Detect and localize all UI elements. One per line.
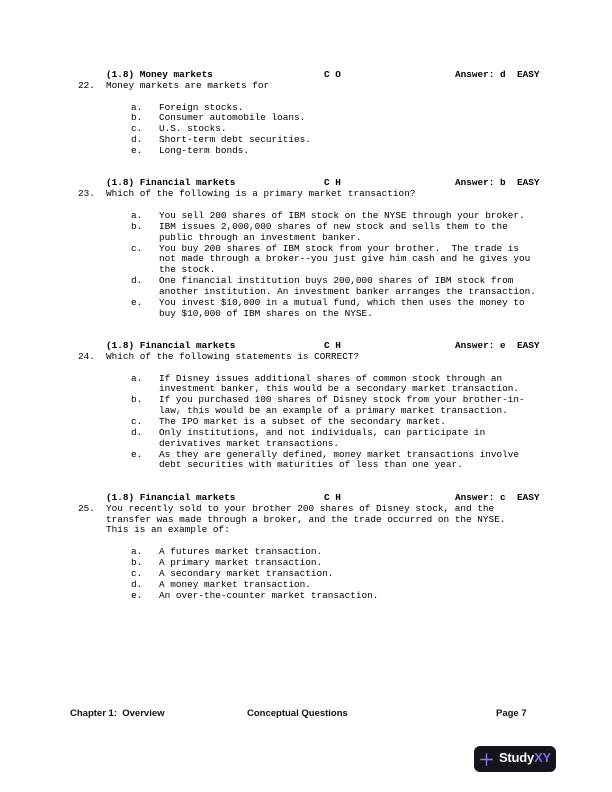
question-block-24 (0, 341, 612, 471)
choice-letter: d. (131, 134, 143, 146)
question-answer: Answer: b (455, 177, 506, 189)
difficulty-badge: EASY (517, 491, 540, 503)
choice-text: Foreign stocks. (159, 101, 244, 113)
choice-text: Short-term debt securities. (159, 134, 311, 146)
choice-letter: c. (131, 567, 143, 579)
choice-letter: e. (131, 589, 143, 601)
question-topic: (1.8) Financial markets (106, 340, 236, 352)
question-code: C O (324, 69, 341, 80)
choice-row (0, 135, 612, 146)
question-code: C H (324, 177, 341, 189)
choice-letter: a. (131, 209, 143, 221)
choice-row (0, 276, 612, 298)
choice-letter: a. (131, 101, 143, 113)
choice-text: You buy 200 shares of IBM stock from your brother. The trade is not made through a broker--you just give him cash and he gives you the stock. (159, 242, 531, 276)
choice-letter: d. (131, 578, 143, 590)
question-topic: (1.8) Money markets (106, 69, 213, 80)
question-stem: Which of the following statements is CORRECT? (106, 350, 360, 362)
choice-letter: b. (131, 112, 143, 124)
choice-letter: c. (131, 123, 143, 135)
choice-text: Consumer automobile loans. (159, 112, 306, 124)
question-topic: (1.8) Financial markets (106, 177, 236, 189)
choice-row (0, 374, 612, 396)
choice-row (0, 298, 612, 320)
question-answer: Answer: c (455, 491, 506, 503)
question-number: 22. (78, 79, 95, 91)
choice-text: The IPO market is a subset of the secondary market. (159, 416, 446, 427)
question-stem: Money markets are markets for (106, 79, 270, 91)
choice-text: Only institutions, and not individuals, can participate in derivatives market transactions. (159, 426, 486, 449)
difficulty-badge: EASY (517, 69, 540, 80)
question-body (0, 504, 612, 537)
question-list (0, 70, 612, 601)
choice-letter: e. (131, 296, 143, 308)
choice-letter: b. (131, 556, 143, 568)
choice-text: A money market transaction. (159, 578, 311, 590)
choice-text: You invest $10,000 in a mutual fund, which then uses the money to buy $10,000 of IBM shares on the NYSE. (159, 296, 525, 319)
question-answer: Answer: e (455, 340, 506, 352)
brand-prefix: Study (498, 750, 535, 766)
question-answer: Answer: d (455, 69, 506, 80)
choice-row (0, 580, 612, 591)
question-body (0, 81, 612, 92)
choice-text: An over-the-counter market transaction. (159, 589, 379, 601)
brand-suffix: XY (534, 750, 552, 766)
question-number: 24. (78, 350, 95, 362)
studyxy-logo (474, 746, 556, 772)
choice-letter: c. (131, 242, 143, 254)
choice-row (0, 222, 612, 244)
choice-letter: a. (131, 546, 143, 558)
difficulty-badge: EASY (517, 177, 540, 189)
brand-name-wrap (498, 750, 552, 766)
choice-text: Long-term bonds. (159, 144, 250, 156)
choice-text: A futures market transaction. (159, 546, 323, 558)
question-block-22 (0, 70, 612, 157)
footer-page-number: Page 7 (496, 708, 527, 719)
choice-text: If you purchased 100 shares of Disney stock from your brother-in- law, this would be an example of a primary market transaction. (159, 394, 525, 417)
page-footer (0, 709, 612, 721)
footer-section: Conceptual Questions (247, 708, 348, 719)
choice-letter: e. (131, 448, 143, 460)
question-code: C H (324, 491, 341, 503)
question-topic: (1.8) Financial markets (106, 491, 236, 503)
choice-text: If Disney issues additional shares of common stock through an investment banker, this would be a secondary market transaction. (159, 372, 520, 395)
choice-letter: a. (131, 372, 143, 384)
choice-text: As they are generally defined, money market transactions involve debt securities with maturities of less than one year. (159, 448, 520, 471)
difficulty-badge: EASY (517, 340, 540, 352)
choice-list (0, 374, 612, 472)
choice-letter: d. (131, 426, 143, 438)
question-stem: You recently sold to your brother 200 shares of Disney stock, and the transfer was made through a broker, and the trade occurred on the NYSE. This is an example of: (106, 502, 506, 536)
choice-row (0, 113, 612, 124)
choice-letter: c. (131, 416, 143, 427)
choice-row (0, 146, 612, 157)
choice-text: IBM issues 2,000,000 shares of new stock and sells them to the public through an investment banker. (159, 220, 508, 243)
choice-letter: e. (131, 144, 143, 156)
question-body (0, 189, 612, 200)
choice-list (0, 547, 612, 601)
choice-row (0, 103, 612, 114)
choice-text: One financial institution buys 200,000 shares of IBM stock from another institution. An investment banker arranges the transaction. (159, 275, 536, 297)
choice-letter: b. (131, 394, 143, 406)
choice-row (0, 244, 612, 277)
choice-row (0, 450, 612, 472)
choice-row (0, 395, 612, 417)
choice-text: U.S. stocks. (159, 123, 227, 135)
choice-text: A primary market transaction. (159, 556, 323, 568)
question-number: 25. (78, 502, 95, 514)
choice-letter: d. (131, 275, 143, 287)
choice-letter: b. (131, 220, 143, 232)
question-stem: Which of the following is a primary market transaction? (106, 188, 416, 200)
choice-text: A secondary market transaction. (159, 567, 334, 579)
choice-list (0, 103, 612, 157)
question-block-25 (0, 493, 612, 601)
footer-chapter: Chapter 1: Overview (70, 708, 165, 719)
question-number: 23. (78, 188, 95, 200)
question-body (0, 352, 612, 363)
plus-icon (479, 752, 494, 767)
choice-text: You sell 200 shares of IBM stock on the NYSE through your broker. (159, 209, 525, 221)
choice-list (0, 211, 612, 319)
choice-row (0, 428, 612, 450)
question-block-23 (0, 178, 612, 319)
choice-row (0, 591, 612, 602)
question-code: C H (324, 340, 341, 352)
